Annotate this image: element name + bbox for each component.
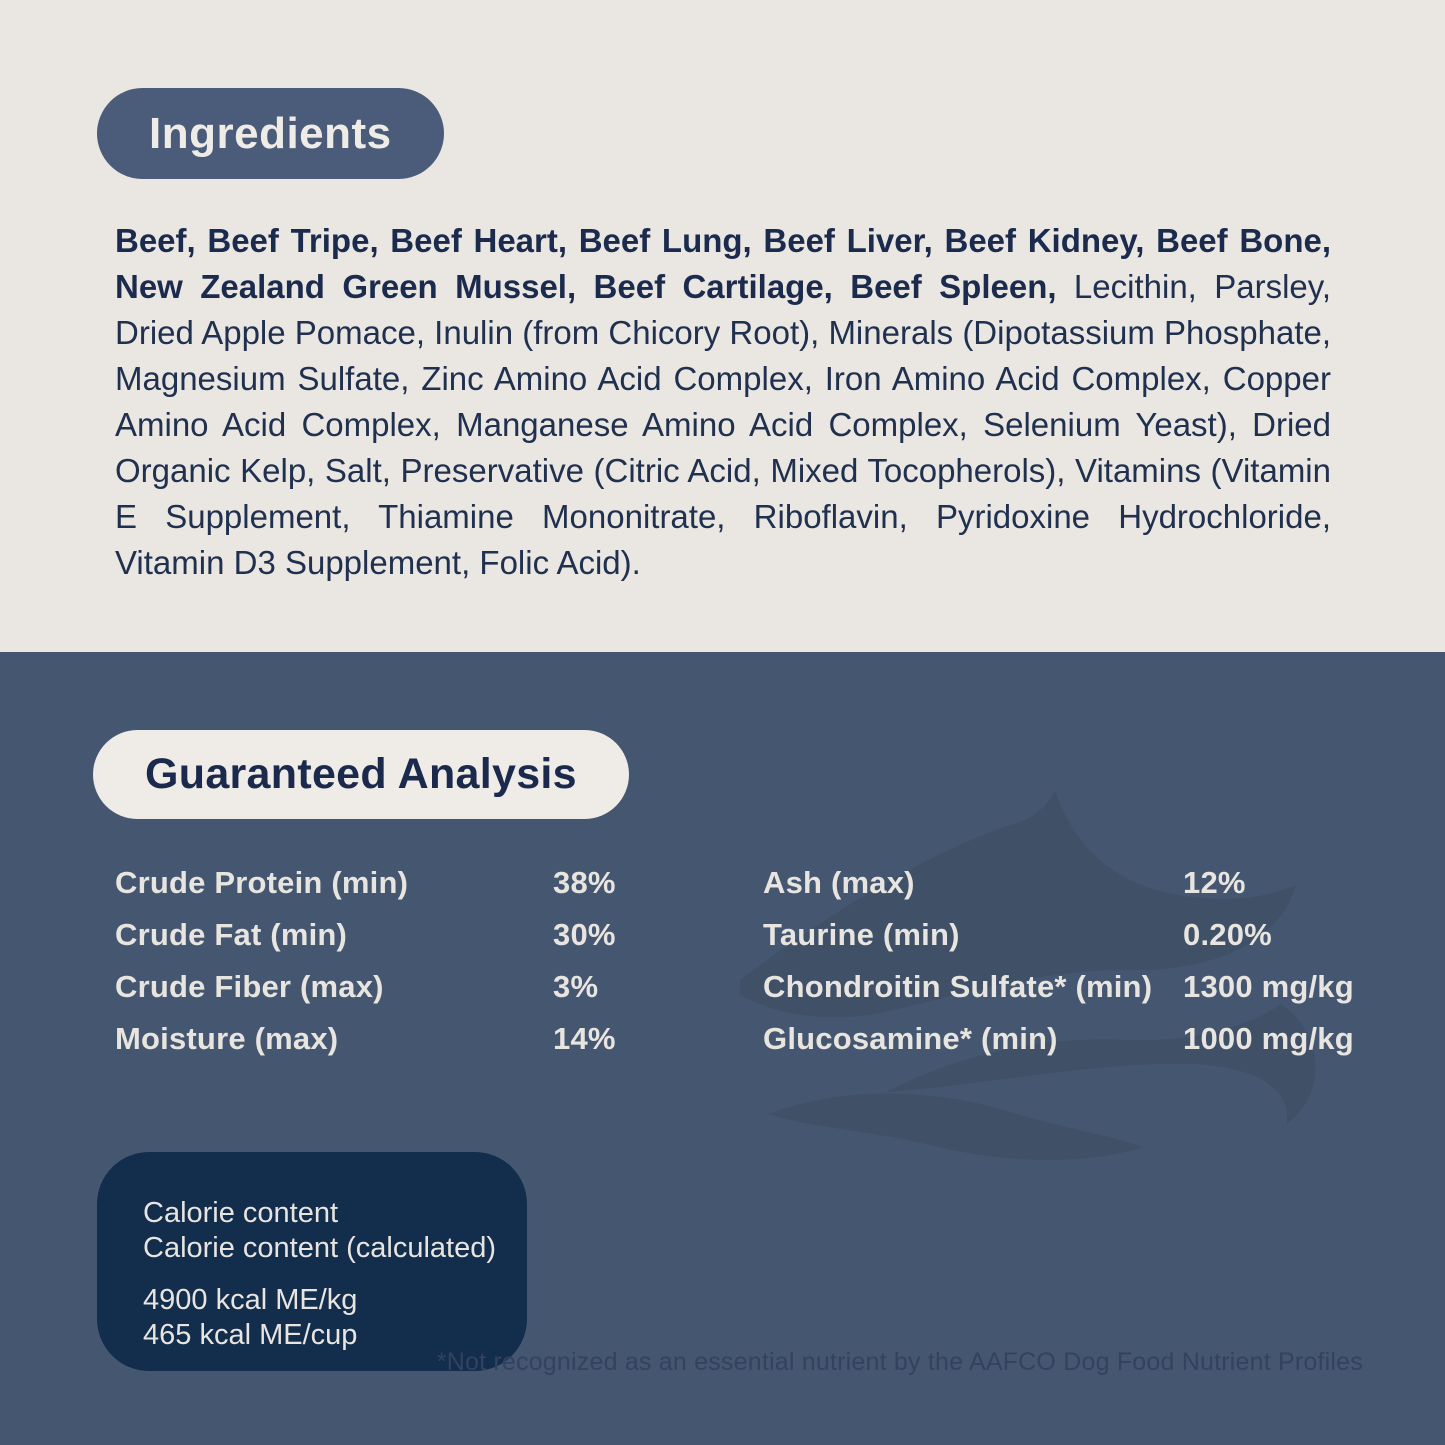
guaranteed-analysis-section — [0, 652, 1445, 1445]
nutrient-label: Crude Protein (min) — [115, 865, 409, 900]
ingredients-heading-pill — [97, 88, 444, 179]
nutrient-value: 1000 mg/kg — [1183, 1021, 1354, 1056]
analysis-right-column — [763, 867, 1363, 1055]
nutrient-label: Crude Fat (min) — [115, 917, 348, 952]
nutrient-label: Ash (max) — [763, 865, 915, 900]
nutrient-value: 1300 mg/kg — [1183, 969, 1354, 1004]
calorie-titles — [143, 1196, 507, 1266]
nutrient-label: Chondroitin Sulfate* (min) — [763, 969, 1153, 1004]
calorie-title-line: Calorie content — [143, 1197, 339, 1229]
analysis-row — [763, 919, 1363, 951]
guaranteed-analysis-heading-pill — [93, 730, 629, 819]
nutrient-value: 12% — [1183, 865, 1246, 900]
nutrient-value: 30% — [553, 917, 616, 952]
analysis-row — [115, 1023, 735, 1055]
swoosh-bottom-stroke — [768, 1094, 1143, 1160]
nutrient-value: 0.20% — [1183, 917, 1272, 952]
nutrient-value: 3% — [553, 969, 599, 1004]
nutrient-value: 38% — [553, 865, 616, 900]
nutrient-label: Taurine (min) — [763, 917, 960, 952]
ingredients-section — [0, 0, 1445, 652]
analysis-row — [115, 919, 735, 951]
nutrient-label: Moisture (max) — [115, 1021, 339, 1056]
ingredients-heading: Ingredients — [149, 108, 392, 158]
calorie-content-box — [97, 1152, 527, 1371]
ingredients-paragraph — [115, 218, 1331, 586]
aafco-footnote: *Not recognized as an essential nutrient by the AAFCO Dog Food Nutrient Profiles — [436, 1348, 1363, 1376]
analysis-row — [763, 867, 1363, 899]
analysis-row — [763, 1023, 1363, 1055]
calorie-title-line: Calorie content (calculated) — [143, 1232, 497, 1264]
nutrient-label: Crude Fiber (max) — [115, 969, 384, 1004]
calorie-values — [143, 1283, 507, 1353]
nutrient-label: Glucosamine* (min) — [763, 1021, 1058, 1056]
ingredients-primary-list: Beef, Beef Tripe, Beef Heart, Beef Lung, Beef Liver, Beef Kidney, Beef Bone, New Zealand Green Mussel, Beef Cartilage, Beef Spleen, — [115, 222, 1331, 305]
calorie-value-line: 465 kcal ME/cup — [143, 1319, 358, 1351]
analysis-row — [115, 867, 735, 899]
ingredients-secondary-list: Lecithin, Parsley, Dried Apple Pomace, Inulin (from Chicory Root), Minerals (Dipotassium Phosphate, Magnesium Sulfate, Zinc Amino Acid Complex, Iron Amino Acid Complex, Copper Amino Acid Complex, Manganese Amino Acid Complex, Selenium Yeast), Dried Organic Kelp, Salt, Preservative (Citric Acid, Mixed Tocopherols), Vitamins (Vitamin E Supplement, Thiamine Mononitrate, Riboflavin, Pyridoxine Hydrochloride, Vitamin D3 Supplement, Folic Acid). — [115, 268, 1332, 581]
guaranteed-analysis-heading: Guaranteed Analysis — [145, 750, 577, 798]
analysis-row — [115, 971, 735, 1003]
analysis-left-column — [115, 867, 735, 1055]
analysis-row — [763, 971, 1363, 1003]
calorie-value-line: 4900 kcal ME/kg — [143, 1284, 358, 1316]
nutrient-value: 14% — [553, 1021, 616, 1056]
